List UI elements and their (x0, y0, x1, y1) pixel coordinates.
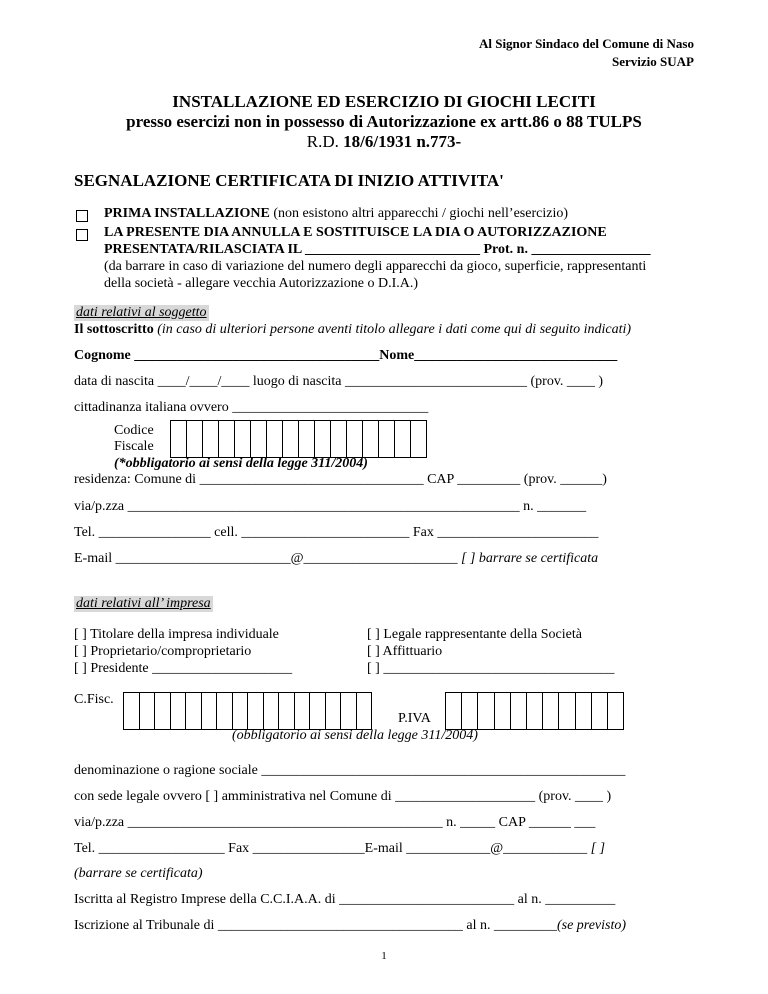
data-luogo-nascita-field[interactable]: data di nascita ____/____/____ luogo di nascita __________________________ (prov. ____ ) (74, 374, 604, 389)
impresa-option-legale[interactable]: [ ] Legale rappresentante della Società (367, 627, 582, 642)
title-line-1: INSTALLAZIONE ED ESERCIZIO DI GIOCHI LECITI (172, 92, 596, 111)
registro-imprese-field[interactable]: Iscritta al Registro Imprese della C.C.I.A.A. di _________________________ al n. __________ (74, 892, 616, 907)
impresa-option-titolare[interactable]: [ ] Titolare della impresa individuale (74, 627, 279, 642)
email-soggetto-field[interactable]: E-mail _________________________@______________________ (74, 551, 458, 566)
codice-fiscale-grid[interactable] (170, 420, 427, 458)
impresa-codice-fiscale-grid[interactable] (123, 692, 372, 730)
title-line-3-prefix: R.D. (306, 132, 344, 151)
partita-iva-grid[interactable] (445, 692, 624, 730)
via-soggetto-field[interactable]: via/p.zza ________________________________________________________ n. _______ (74, 499, 587, 514)
piva-label: P.IVA (398, 711, 431, 726)
recipient-line-2: Servizio SUAP (612, 54, 694, 69)
soggetto-intro (74, 322, 631, 338)
section-title: SEGNALAZIONE CERTIFICATA DI INIZIO ATTIVITA' (74, 171, 504, 190)
denominazione-field[interactable]: denominazione o ragione sociale ____________________________________________________ (74, 763, 626, 778)
option-1 (104, 206, 568, 222)
cf-obbligatorio-note: (*obbligatorio ai sensi della legge 311/2004) (114, 456, 368, 471)
soggetto-intro-italic: (in caso di ulteriori persone aventi titolo allegare i dati come qui di seguito indicati) (153, 322, 632, 337)
soggetto-intro-bold: Il sottoscritto (74, 322, 154, 337)
option-2-note-2: della società - allegare vecchia Autorizzazione o D.I.A.) (104, 276, 419, 291)
impresa-option-presidente[interactable]: [ ] Presidente ____________________ (74, 661, 293, 676)
cfisc-label: C.Fisc. (74, 692, 114, 707)
page-number: 1 (381, 950, 387, 962)
email-impresa-certificata-check[interactable]: [ ] (587, 841, 606, 856)
cognome-nome-field[interactable]: Cognome ___________________________________Nome_____________________________ (74, 348, 618, 363)
title-line-2: presso esercizi non in possesso di Autorizzazione ex artt.86 o 88 TULPS (126, 112, 642, 131)
impresa-heading: dati relativi all’ impresa (76, 596, 211, 611)
tribunale-row (74, 918, 626, 934)
tel-fax-email-impresa-row (74, 841, 605, 857)
title-line-3 (0, 132, 768, 152)
tribunale-field[interactable]: Iscrizione al Tribunale di ___________________________________ al n. _________ (74, 918, 557, 933)
residenza-field[interactable]: residenza: Comune di ________________________________ CAP _________ (prov. ______) (74, 472, 607, 487)
option-2-note-1: (da barrare in caso di variazione del numero degli apparecchi da gioco, superficie, rappresentanti (104, 259, 647, 274)
impresa-option-altro[interactable]: [ ] _________________________________ (367, 661, 615, 676)
soggetto-heading: dati relativi al soggetto (76, 305, 207, 320)
tribunale-note: (se previsto) (556, 918, 627, 933)
cittadinanza-field[interactable]: cittadinanza italiana ovvero ____________________________ (74, 400, 429, 415)
checkbox-prima-installazione[interactable] (76, 210, 88, 222)
recipient-line-1: Al Signor Sindaco del Comune di Naso (478, 36, 694, 51)
option-1-rest: (non esistono altri apparecchi / giochi nell’esercizio) (269, 206, 568, 221)
barrare-se-certificata: (barrare se certificata) (74, 866, 203, 881)
cf-label-2: Fiscale (114, 439, 154, 454)
impresa-option-affittuario[interactable]: [ ] Affittuario (367, 644, 443, 659)
tel-fax-email-impresa-field[interactable]: Tel. __________________ Fax ________________E-mail ____________@____________ (74, 841, 588, 856)
option-1-bold: PRIMA INSTALLAZIONE (104, 206, 270, 221)
impresa-obbligatorio-note: (obbligatorio ai sensi della legge 311/2004) (232, 728, 478, 743)
option-2-line-2: PRESENTATA/RILASCIATA IL _________________________ Prot. n. _________________ (104, 242, 651, 257)
cf-label-1: Codice (114, 423, 154, 438)
impresa-option-proprietario[interactable]: [ ] Proprietario/comproprietario (74, 644, 252, 659)
via-impresa-field[interactable]: via/p.zza _____________________________________________ n. _____ CAP ______ ___ (74, 815, 596, 830)
option-2-line-1: LA PRESENTE DIA ANNULLA E SOSTITUISCE LA DIA O AUTORIZZAZIONE (104, 225, 607, 240)
checkbox-annulla-sostituisce[interactable] (76, 229, 88, 241)
title-line-3-bold: 18/6/1931 n.773- (343, 132, 462, 151)
email-soggetto-row (74, 551, 598, 567)
tel-cell-fax-field[interactable]: Tel. ________________ cell. ________________________ Fax _______________________ (74, 525, 599, 540)
sede-legale-field[interactable]: con sede legale ovvero [ ] amministrativa nel Comune di ____________________ (prov. ____ ) (74, 789, 612, 804)
email-soggetto-certificata-check[interactable]: [ ] barrare se certificata (457, 551, 599, 566)
